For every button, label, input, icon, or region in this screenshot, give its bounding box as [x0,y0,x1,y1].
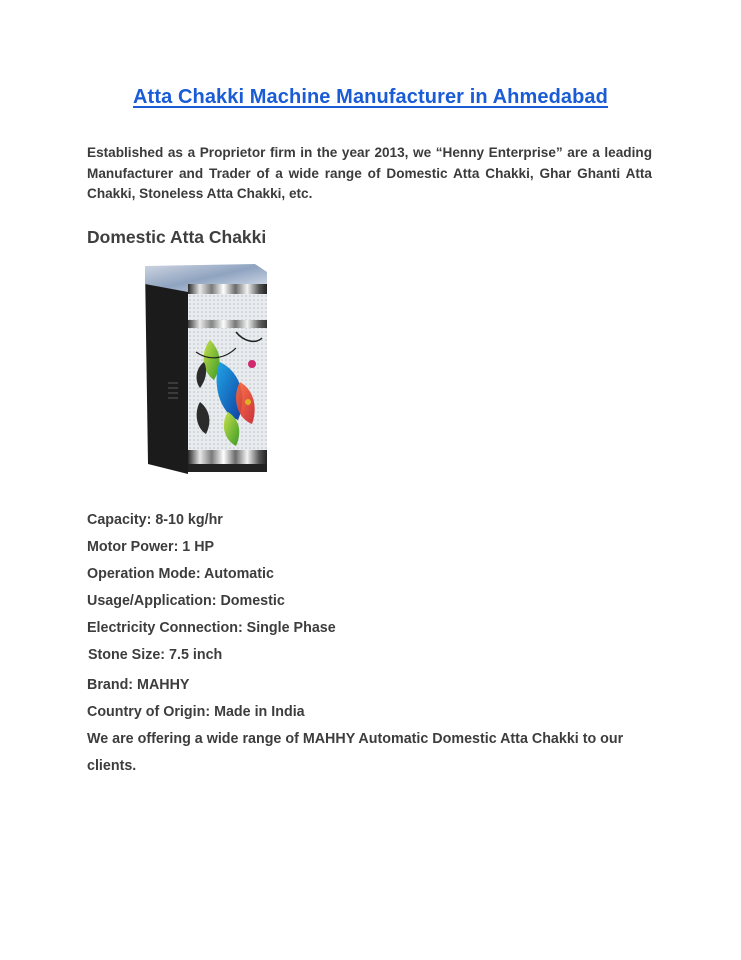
spec-usage: Usage/Application: Domestic [87,593,285,609]
page-title[interactable]: Atta Chakki Machine Manufacturer in Ahmedabad [133,86,608,108]
spec-stone-size: Stone Size: 7.5 inch [88,647,223,663]
section-heading: Domestic Atta Chakki [87,227,267,247]
spec-country: Country of Origin: Made in India [87,704,305,720]
atta-chakki-machine-image [140,262,275,480]
spec-operation-mode: Operation Mode: Automatic [87,566,274,582]
closing-paragraph: We are offering a wide range of MAHHY Automatic Domestic Atta Chakki to our clients. [87,731,624,774]
spec-motor-power: Motor Power: 1 HP [87,539,215,555]
spec-capacity: Capacity: 8-10 kg/hr [87,512,223,528]
intro-paragraph: Established as a Proprietor firm in the year 2013, we “Henny Enterprise” are a leading Manufacturer and Trader of a wide range of Domestic Atta Chakki, Ghar Ghanti Atta Chakki, Stoneless Atta Chakki, etc. [87,145,652,201]
spec-brand: Brand: MAHHY [87,677,190,693]
spec-electricity: Electricity Connection: Single Phase [87,620,336,636]
